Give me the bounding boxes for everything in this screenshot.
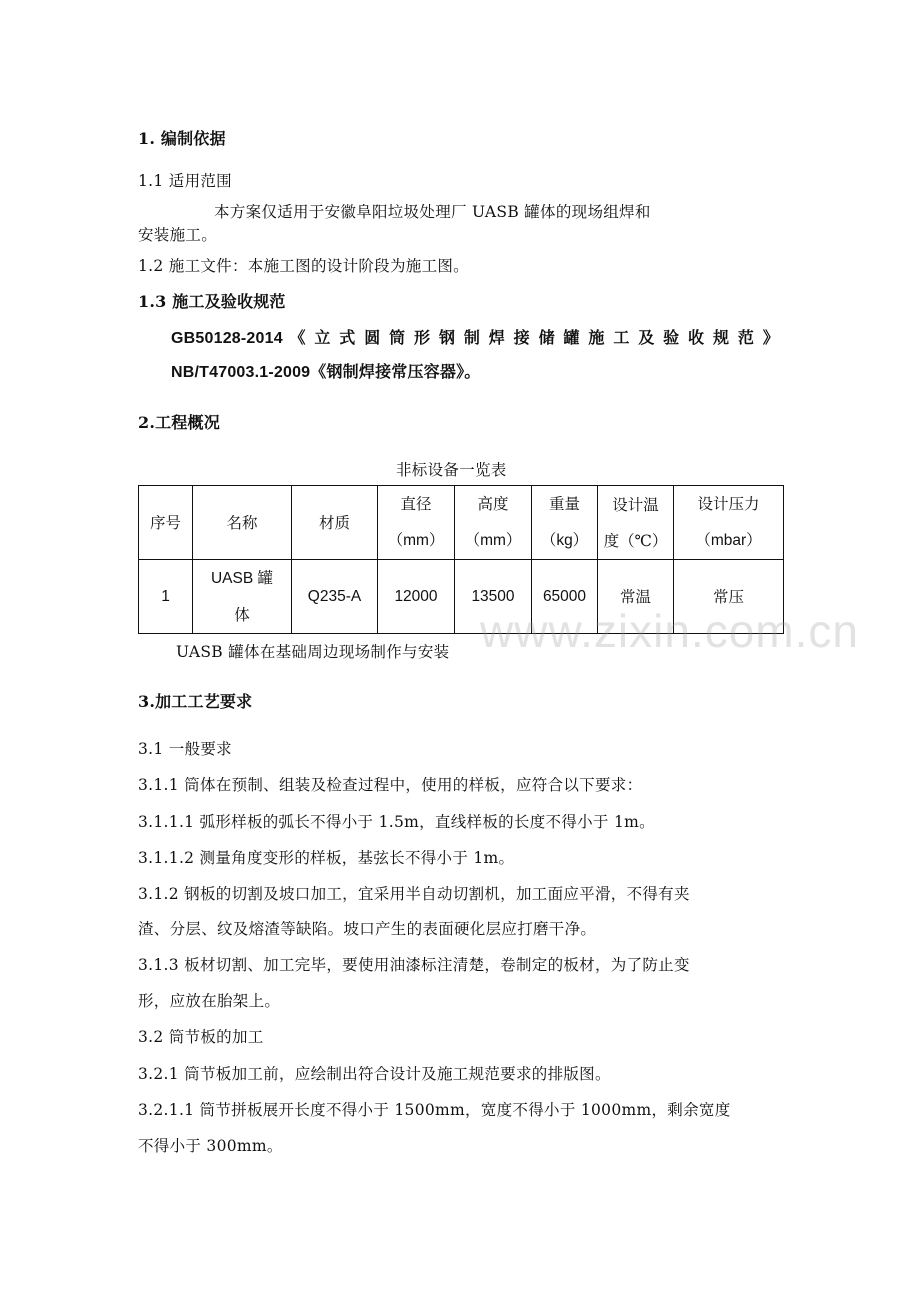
cell-temperature: 常温 [598, 560, 674, 634]
header-height-line2: （mm） [464, 532, 522, 549]
header-weight [532, 486, 598, 560]
header-no: 序号 [139, 486, 193, 560]
cell-pressure: 常压 [674, 560, 784, 634]
section-1-2-text: 1.2 施工文件：本施工图的设计阶段为施工图。 [138, 257, 469, 275]
cell-weight: 65000 [532, 560, 598, 634]
header-name: 名称 [193, 486, 292, 560]
table-caption: 非标设备一览表 [396, 461, 507, 479]
header-height [455, 486, 532, 560]
section-3-2-1-text: 3.2.1 筒节板加工前，应绘制出符合设计及施工规范要求的排版图。 [138, 1065, 611, 1083]
header-material: 材质 [292, 486, 378, 560]
section-1-1-paragraph-line2: 安装施工。 [138, 226, 218, 244]
section-2-title: 2.工程概况 [138, 413, 220, 432]
section-1-1-paragraph-line1: 本方案仅适用于安徽阜阳垃圾处理厂 UASB 罐体的现场组焊和 [214, 203, 651, 221]
section-1-title: 1. 编制依据 [138, 129, 226, 148]
section-3-1-2-line1: 3.1.2 钢板的切割及坡口加工，宜采用半自动切割机，加工面应平滑，不得有夹 [138, 885, 690, 903]
header-temperature-line2: 度（℃） [603, 531, 668, 550]
header-pressure-line1: 设计压力 [697, 495, 760, 513]
watermark: www.zixin.com.cn [480, 605, 859, 657]
section-3-2-1-1-line2: 不得小于 300mm。 [138, 1137, 283, 1155]
header-weight-line1: 重量 [548, 495, 580, 513]
section-3-1-1-text: 3.1.1 筒体在预制、组装及检查过程中，使用的样板，应符合以下要求： [138, 776, 643, 794]
cell-height: 13500 [455, 560, 532, 634]
cell-material: Q235-A [292, 560, 378, 634]
cell-diameter: 12000 [378, 560, 455, 634]
standard-nb-t47003: NB/T47003.1-2009《钢制焊接常压容器》。 [171, 364, 481, 381]
section-3-2-1-1-line1: 3.2.1.1 筒节拼板展开长度不得小于 1500mm，宽度不得小于 1000mm，剩余宽度 [138, 1101, 731, 1119]
section-3-1-1-1-text: 3.1.1.1 弧形样板的弧长不得小于 1.5m，直线样板的长度不得小于 1m。 [138, 813, 655, 831]
header-diameter-line1: 直径 [400, 495, 432, 513]
cell-name-line1: UASB 罐 [210, 570, 273, 587]
section-3-1-2-line2: 渣、分层、纹及熔渣等缺陷。坡口产生的表面硬化层应打磨干净。 [138, 920, 597, 938]
cell-name-line2: 体 [234, 606, 250, 624]
header-diameter-line2: （mm） [387, 532, 445, 549]
section-3-2-heading: 3.2 筒节板的加工 [138, 1028, 264, 1046]
table-header-row [139, 486, 784, 560]
section-3-1-1-2-text: 3.1.1.2 测量角度变形的样板，基弦长不得小于 1m。 [138, 849, 515, 867]
header-temperature-line1: 设计温 [612, 495, 659, 514]
section-1-3-heading: 1.3 施工及验收规范 [138, 292, 286, 311]
cell-name [193, 560, 292, 634]
section-3-1-3-line1: 3.1.3 板材切割、加工完毕，要使用油漆标注清楚，卷制定的板材，为了防止变 [138, 956, 690, 974]
header-height-line1: 高度 [477, 495, 509, 513]
standard-gb50128: GB50128-2014 《 立 式 圆 筒 形 钢 制 焊 接 储 罐 施 工 及 验 收 规 范 》 [171, 330, 779, 347]
header-pressure-line2: （mbar） [695, 532, 762, 549]
section-3-1-3-line2: 形，应放在胎架上。 [138, 992, 281, 1010]
section-1-1-heading: 1.1 适用范围 [138, 172, 232, 190]
header-pressure [674, 486, 784, 560]
header-temperature [598, 486, 674, 560]
section-3-title: 3.加工工艺要求 [138, 692, 253, 711]
cell-no: 1 [139, 560, 193, 634]
header-diameter [378, 486, 455, 560]
header-weight-line2: （kg） [540, 532, 589, 549]
table-note: UASB 罐体在基础周边现场制作与安装 [176, 643, 450, 661]
section-3-1-heading: 3.1 一般要求 [138, 740, 232, 758]
